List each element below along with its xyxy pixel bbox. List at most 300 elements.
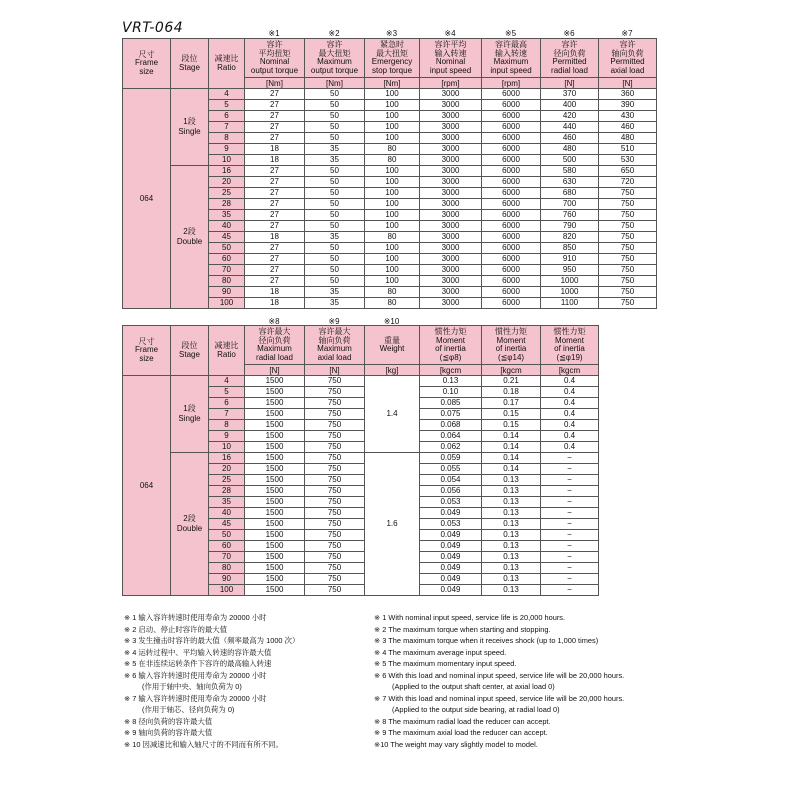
table-row — [123, 89, 657, 100]
value-cell: 750 — [305, 453, 365, 464]
column-header — [245, 326, 305, 365]
unit-label: [Nm] — [266, 78, 283, 88]
value-cell: 0.049 — [420, 508, 482, 519]
value-cell: 100 — [365, 210, 420, 221]
header-line: 尺寸 — [138, 49, 155, 59]
value-cell: 530 — [599, 155, 657, 166]
value-cell: 50 — [305, 254, 365, 265]
value-cell: 6000 — [482, 243, 541, 254]
column-header — [209, 39, 245, 89]
column-header — [599, 39, 657, 78]
column-header — [482, 326, 541, 365]
footnote: ※ 8 The maximum radial load the reducer can accept. — [374, 716, 551, 726]
value-cell: 6000 — [482, 199, 541, 210]
value-cell: 100 — [365, 133, 420, 144]
ratio-cell: 25 — [209, 475, 245, 486]
unit-cell — [541, 78, 599, 89]
value-cell: 6000 — [482, 254, 541, 265]
header-line: 最大扭矩 — [376, 48, 408, 58]
value-cell: 750 — [599, 243, 657, 254]
value-cell: 0.053 — [420, 519, 482, 530]
value-cell: 6000 — [482, 100, 541, 111]
value-cell: 100 — [365, 89, 420, 100]
header-line: 径向负荷 — [553, 48, 586, 58]
ratio-cell: 45 — [209, 519, 245, 530]
value-cell: 1500 — [245, 453, 305, 464]
header-line: Permitted — [610, 57, 645, 66]
value-cell: 460 — [541, 133, 599, 144]
header-line: 容许 — [561, 40, 578, 49]
header-line: output torque — [310, 65, 359, 75]
header-line: size — [139, 353, 154, 363]
value-cell: − — [541, 508, 599, 519]
value-cell: 390 — [599, 100, 657, 111]
value-cell: 3000 — [420, 276, 482, 287]
value-cell: 0.059 — [420, 453, 482, 464]
unit-label: [Nm] — [326, 78, 343, 88]
value-cell: 6000 — [482, 276, 541, 287]
value-cell: 27 — [245, 265, 305, 276]
value-cell: 50 — [305, 133, 365, 144]
notes-english — [374, 612, 794, 750]
ratio-cell: 40 — [209, 221, 245, 232]
header-line: Stage — [179, 349, 200, 359]
unit-label: [kgcm — [558, 365, 581, 375]
value-cell: 1500 — [245, 497, 305, 508]
value-cell: 0.14 — [482, 464, 541, 475]
unit-label: [N] — [564, 78, 575, 88]
footnote: ※ 7 With this load and nominal input speed, service life will be 20,000 hours. — [374, 693, 625, 703]
value-cell: 0.13 — [482, 563, 541, 574]
header-line: 轴向负荷 — [611, 48, 644, 58]
ratio-cell: 6 — [209, 398, 245, 409]
stage-cell — [171, 166, 209, 309]
header-line: Stage — [179, 62, 200, 72]
ratio-cell: 10 — [209, 442, 245, 453]
value-cell: 750 — [305, 585, 365, 596]
weight-cell: 1.6 — [365, 453, 420, 596]
column-header — [209, 326, 245, 376]
value-cell: 50 — [305, 221, 365, 232]
header-line: (≦φ19) — [556, 352, 583, 362]
unit-cell — [482, 78, 541, 89]
header-line: output torque — [250, 65, 299, 75]
footnote: ※ 10 因减速比和输入轴尺寸的不同而有所不同。 — [124, 739, 283, 749]
value-cell: 35 — [305, 144, 365, 155]
header-line: Weight — [379, 344, 405, 353]
value-cell: 100 — [365, 111, 420, 122]
value-cell: 27 — [245, 188, 305, 199]
stage-cn: 2段 — [183, 514, 196, 523]
ratio-cell: 80 — [209, 563, 245, 574]
value-cell: 0.055 — [420, 464, 482, 475]
header-line: of inertia — [495, 344, 527, 353]
value-cell: 750 — [305, 497, 365, 508]
footnote: (作用于轴芯、径向负荷为 0) — [142, 705, 235, 714]
column-header — [171, 39, 209, 89]
value-cell: − — [541, 475, 599, 486]
value-cell: 100 — [365, 243, 420, 254]
column-header — [305, 39, 365, 78]
header-line: (≦φ8) — [439, 352, 462, 362]
value-cell: 50 — [305, 199, 365, 210]
value-cell: 630 — [541, 177, 599, 188]
weight-cell: 1.4 — [365, 376, 420, 453]
value-cell: 750 — [305, 563, 365, 574]
header-line: Moment — [436, 335, 465, 345]
value-cell: 0.14 — [482, 453, 541, 464]
value-cell: 0.049 — [420, 552, 482, 563]
value-cell: 1500 — [245, 398, 305, 409]
value-cell: 720 — [599, 177, 657, 188]
value-cell: 750 — [599, 276, 657, 287]
value-cell: − — [541, 530, 599, 541]
ratio-cell: 50 — [209, 530, 245, 541]
header-line: radial load — [551, 65, 588, 75]
ratio-cell: 4 — [209, 89, 245, 100]
footnote: ※ 6 输入容许转速时使用寿命为 20000 小时 — [124, 670, 267, 680]
header-line: 轴向负荷 — [318, 335, 351, 345]
unit-cell — [599, 78, 657, 89]
header-line: Maximum — [317, 57, 352, 66]
value-cell: 750 — [305, 552, 365, 563]
value-cell: 430 — [599, 111, 657, 122]
value-cell: 6000 — [482, 89, 541, 100]
value-cell: 1500 — [245, 442, 305, 453]
value-cell: 750 — [305, 464, 365, 475]
spec-table-1 — [122, 38, 657, 309]
ratio-cell: 7 — [209, 122, 245, 133]
footnote: ※ 1 输入容许转速时使用寿命为 20000 小时 — [124, 613, 267, 622]
header-line: (≦φ14) — [497, 352, 525, 362]
value-cell: 3000 — [420, 298, 482, 309]
value-cell: 6000 — [482, 221, 541, 232]
ratio-cell: 6 — [209, 111, 245, 122]
value-cell: 0.4 — [541, 387, 599, 398]
value-cell: 35 — [305, 287, 365, 298]
value-cell: 35 — [305, 232, 365, 243]
ratio-cell: 16 — [209, 453, 245, 464]
ratio-cell: 90 — [209, 574, 245, 585]
header-line: Frame — [134, 58, 159, 68]
value-cell: 0.049 — [420, 563, 482, 574]
header-line: 减速比 — [214, 341, 239, 350]
header-line: Emergency — [371, 57, 413, 66]
value-cell: 0.14 — [482, 431, 541, 442]
table-row — [123, 376, 599, 387]
value-cell: 0.049 — [420, 574, 482, 585]
value-cell: 6000 — [482, 265, 541, 276]
value-cell: 750 — [305, 541, 365, 552]
value-cell: 3000 — [420, 111, 482, 122]
value-cell: 680 — [541, 188, 599, 199]
table-row — [123, 453, 599, 464]
value-cell: 50 — [305, 89, 365, 100]
header-line: Maximum — [493, 57, 529, 66]
value-cell: 0.056 — [420, 486, 482, 497]
column-header — [123, 39, 171, 89]
stage-cn: 1段 — [183, 404, 196, 413]
value-cell: 27 — [245, 199, 305, 210]
footnote: (Applied to the output side bearing, at radial load 0) — [392, 705, 560, 714]
header-line: Nominal — [435, 57, 466, 66]
value-cell: 100 — [365, 254, 420, 265]
value-cell: 80 — [365, 155, 420, 166]
ratio-cell: 8 — [209, 133, 245, 144]
value-cell: 1000 — [541, 276, 599, 287]
unit-cell — [420, 78, 482, 89]
ratio-cell: 8 — [209, 420, 245, 431]
value-cell: 100 — [365, 166, 420, 177]
ratio-cell: 16 — [209, 166, 245, 177]
value-cell: 18 — [245, 298, 305, 309]
value-cell: 1100 — [541, 298, 599, 309]
value-cell: 0.18 — [482, 387, 541, 398]
value-cell: − — [541, 464, 599, 475]
stage-cell — [171, 89, 209, 166]
value-cell: 6000 — [482, 188, 541, 199]
value-cell: 6000 — [482, 177, 541, 188]
value-cell: 0.049 — [420, 530, 482, 541]
footnote: ※ 2 The maximum torque when starting and stopping. — [374, 624, 551, 634]
value-cell: 580 — [541, 166, 599, 177]
value-cell: 3000 — [420, 199, 482, 210]
value-cell: 750 — [305, 387, 365, 398]
footnote: ※ 5 The maximum momentary input speed. — [374, 659, 517, 668]
header-line: 容许 — [619, 40, 636, 49]
value-cell: 3000 — [420, 265, 482, 276]
value-cell: 18 — [245, 144, 305, 155]
note-mark: ※9 — [328, 317, 340, 326]
header-line: of inertia — [435, 344, 466, 353]
header-line: of inertia — [554, 344, 585, 353]
unit-label: [kgcm — [500, 365, 522, 375]
value-cell: − — [541, 497, 599, 508]
ratio-cell: 60 — [209, 254, 245, 265]
value-cell: 3000 — [420, 243, 482, 254]
ratio-cell: 5 — [209, 387, 245, 398]
footnote: ※ 9 The maximum axial load the reducer can accept. — [374, 728, 548, 737]
value-cell: 1500 — [245, 431, 305, 442]
value-cell: 0.13 — [482, 552, 541, 563]
value-cell: 27 — [245, 89, 305, 100]
value-cell: 100 — [365, 199, 420, 210]
header-line: Ratio — [217, 349, 236, 359]
value-cell: 480 — [599, 133, 657, 144]
header-line: 输入转速 — [495, 48, 527, 58]
header-line: 惯性力矩 — [434, 327, 467, 336]
header-line: stop torque — [371, 65, 413, 75]
value-cell: 1500 — [245, 409, 305, 420]
value-cell: 0.13 — [420, 376, 482, 387]
value-cell: 6000 — [482, 122, 541, 133]
stage-en: Double — [176, 524, 203, 533]
value-cell: 1500 — [245, 376, 305, 387]
value-cell: 80 — [365, 287, 420, 298]
value-cell: 27 — [245, 210, 305, 221]
value-cell: 50 — [305, 188, 365, 199]
unit-label: [N] — [269, 365, 280, 375]
ratio-cell: 80 — [209, 276, 245, 287]
value-cell: 750 — [305, 530, 365, 541]
value-cell: 100 — [365, 265, 420, 276]
stage-en: Single — [178, 414, 201, 423]
value-cell: 0.064 — [420, 431, 482, 442]
unit-cell — [541, 365, 599, 376]
ratio-cell: 28 — [209, 486, 245, 497]
value-cell: 0.4 — [541, 376, 599, 387]
value-cell: 750 — [599, 254, 657, 265]
unit-label: [N] — [329, 365, 340, 375]
value-cell: 0.13 — [482, 530, 541, 541]
value-cell: 750 — [305, 420, 365, 431]
value-cell: 6000 — [482, 298, 541, 309]
value-cell: 1500 — [245, 420, 305, 431]
column-header — [171, 326, 209, 376]
ratio-cell: 100 — [209, 298, 245, 309]
value-cell: 3000 — [420, 89, 482, 100]
header-line: 容许最高 — [495, 40, 527, 49]
value-cell: 35 — [305, 298, 365, 309]
ratio-cell: 50 — [209, 243, 245, 254]
value-cell: 100 — [365, 188, 420, 199]
value-cell: 50 — [305, 210, 365, 221]
column-header — [541, 39, 599, 78]
header-line: 容许最大 — [258, 327, 291, 336]
value-cell: 6000 — [482, 232, 541, 243]
value-cell: 0.049 — [420, 585, 482, 596]
value-cell: 440 — [541, 122, 599, 133]
value-cell: 460 — [599, 122, 657, 133]
value-cell: 0.13 — [482, 585, 541, 596]
value-cell: 750 — [599, 287, 657, 298]
footnote: ※ 6 With this load and nominal input speed, service life will be 20,000 hours. — [374, 670, 625, 680]
footnote: ※10 The weight may vary slightly model to model. — [374, 739, 538, 749]
value-cell: 18 — [245, 155, 305, 166]
note-mark: ※6 — [563, 29, 575, 38]
stage-en: Single — [178, 127, 201, 136]
ratio-cell: 70 — [209, 265, 245, 276]
value-cell: 760 — [541, 210, 599, 221]
header-line: Permitted — [552, 57, 587, 66]
value-cell: 3000 — [420, 100, 482, 111]
value-cell: 3000 — [420, 133, 482, 144]
ratio-cell: 45 — [209, 232, 245, 243]
value-cell: 18 — [245, 287, 305, 298]
value-cell: 0.13 — [482, 508, 541, 519]
header-line: axial load — [610, 65, 645, 75]
value-cell: 0.15 — [482, 409, 541, 420]
header-line: 输入转速 — [434, 48, 467, 58]
value-cell: 6000 — [482, 166, 541, 177]
note-mark: ※1 — [268, 29, 280, 38]
value-cell: 750 — [305, 475, 365, 486]
header-line: 重量 — [384, 335, 400, 345]
header-line: 段位 — [181, 54, 198, 63]
header-line: Maximum — [317, 344, 352, 353]
ratio-cell: 25 — [209, 188, 245, 199]
value-cell: 50 — [305, 166, 365, 177]
unit-cell — [245, 78, 305, 89]
value-cell: 1000 — [541, 287, 599, 298]
header-line: 容许 — [326, 40, 343, 49]
value-cell: 100 — [365, 276, 420, 287]
value-cell: 80 — [365, 232, 420, 243]
value-cell: 80 — [365, 298, 420, 309]
value-cell: 1500 — [245, 475, 305, 486]
value-cell: 950 — [541, 265, 599, 276]
note-mark: ※5 — [504, 29, 517, 38]
value-cell: 750 — [599, 210, 657, 221]
header-line: axial load — [317, 352, 352, 362]
value-cell: 6000 — [482, 133, 541, 144]
ratio-cell: 5 — [209, 100, 245, 111]
value-cell: 50 — [305, 243, 365, 254]
header-line: 紧急时 — [380, 40, 404, 49]
value-cell: 750 — [599, 265, 657, 276]
value-cell: 3000 — [420, 221, 482, 232]
value-cell: 0.21 — [482, 376, 541, 387]
header-line: input speed — [490, 65, 532, 75]
notes-chinese — [124, 612, 364, 750]
stage-cn: 2段 — [183, 227, 196, 236]
header-line: input speed — [429, 65, 472, 75]
header-line: radial load — [256, 352, 293, 362]
value-cell: 750 — [305, 409, 365, 420]
value-cell: 370 — [541, 89, 599, 100]
column-header — [123, 326, 171, 376]
value-cell: 750 — [599, 298, 657, 309]
footnote: ※ 4 运转过程中、平均输入转速的容许最大值 — [124, 647, 272, 657]
ratio-cell: 35 — [209, 497, 245, 508]
value-cell: 700 — [541, 199, 599, 210]
value-cell: 0.13 — [482, 497, 541, 508]
value-cell: 480 — [541, 144, 599, 155]
value-cell: 750 — [305, 376, 365, 387]
header-line: Nominal — [259, 57, 290, 66]
value-cell: 50 — [305, 100, 365, 111]
note-mark: ※4 — [444, 29, 456, 38]
value-cell: 0.10 — [420, 387, 482, 398]
value-cell: 0.13 — [482, 475, 541, 486]
value-cell: 750 — [599, 232, 657, 243]
header-line: 径向负荷 — [258, 335, 291, 345]
value-cell: 0.13 — [482, 486, 541, 497]
column-header — [365, 326, 420, 365]
unit-label: [rpm] — [501, 78, 521, 88]
header-line: 容许 — [266, 40, 283, 49]
note-mark: ※3 — [385, 29, 398, 38]
header-line: Moment — [496, 335, 526, 345]
value-cell: 0.049 — [420, 541, 482, 552]
unit-cell — [482, 365, 541, 376]
value-cell: 27 — [245, 111, 305, 122]
value-cell: 3000 — [420, 122, 482, 133]
value-cell: 0.085 — [420, 398, 482, 409]
footnote: (作用于轴中央、轴向负荷为 0) — [142, 682, 242, 691]
value-cell: − — [541, 574, 599, 585]
value-cell: 820 — [541, 232, 599, 243]
table-row — [123, 166, 657, 177]
footnote: ※ 2 启动、停止时容许的最大值 — [124, 624, 228, 634]
ratio-cell: 7 — [209, 409, 245, 420]
value-cell: 3000 — [420, 287, 482, 298]
footnote: ※ 7 输入容许转速时使用寿命为 20000 小时 — [124, 693, 267, 703]
value-cell: 750 — [305, 442, 365, 453]
value-cell: 0.4 — [541, 431, 599, 442]
ratio-cell: 40 — [209, 508, 245, 519]
value-cell: 6000 — [482, 210, 541, 221]
